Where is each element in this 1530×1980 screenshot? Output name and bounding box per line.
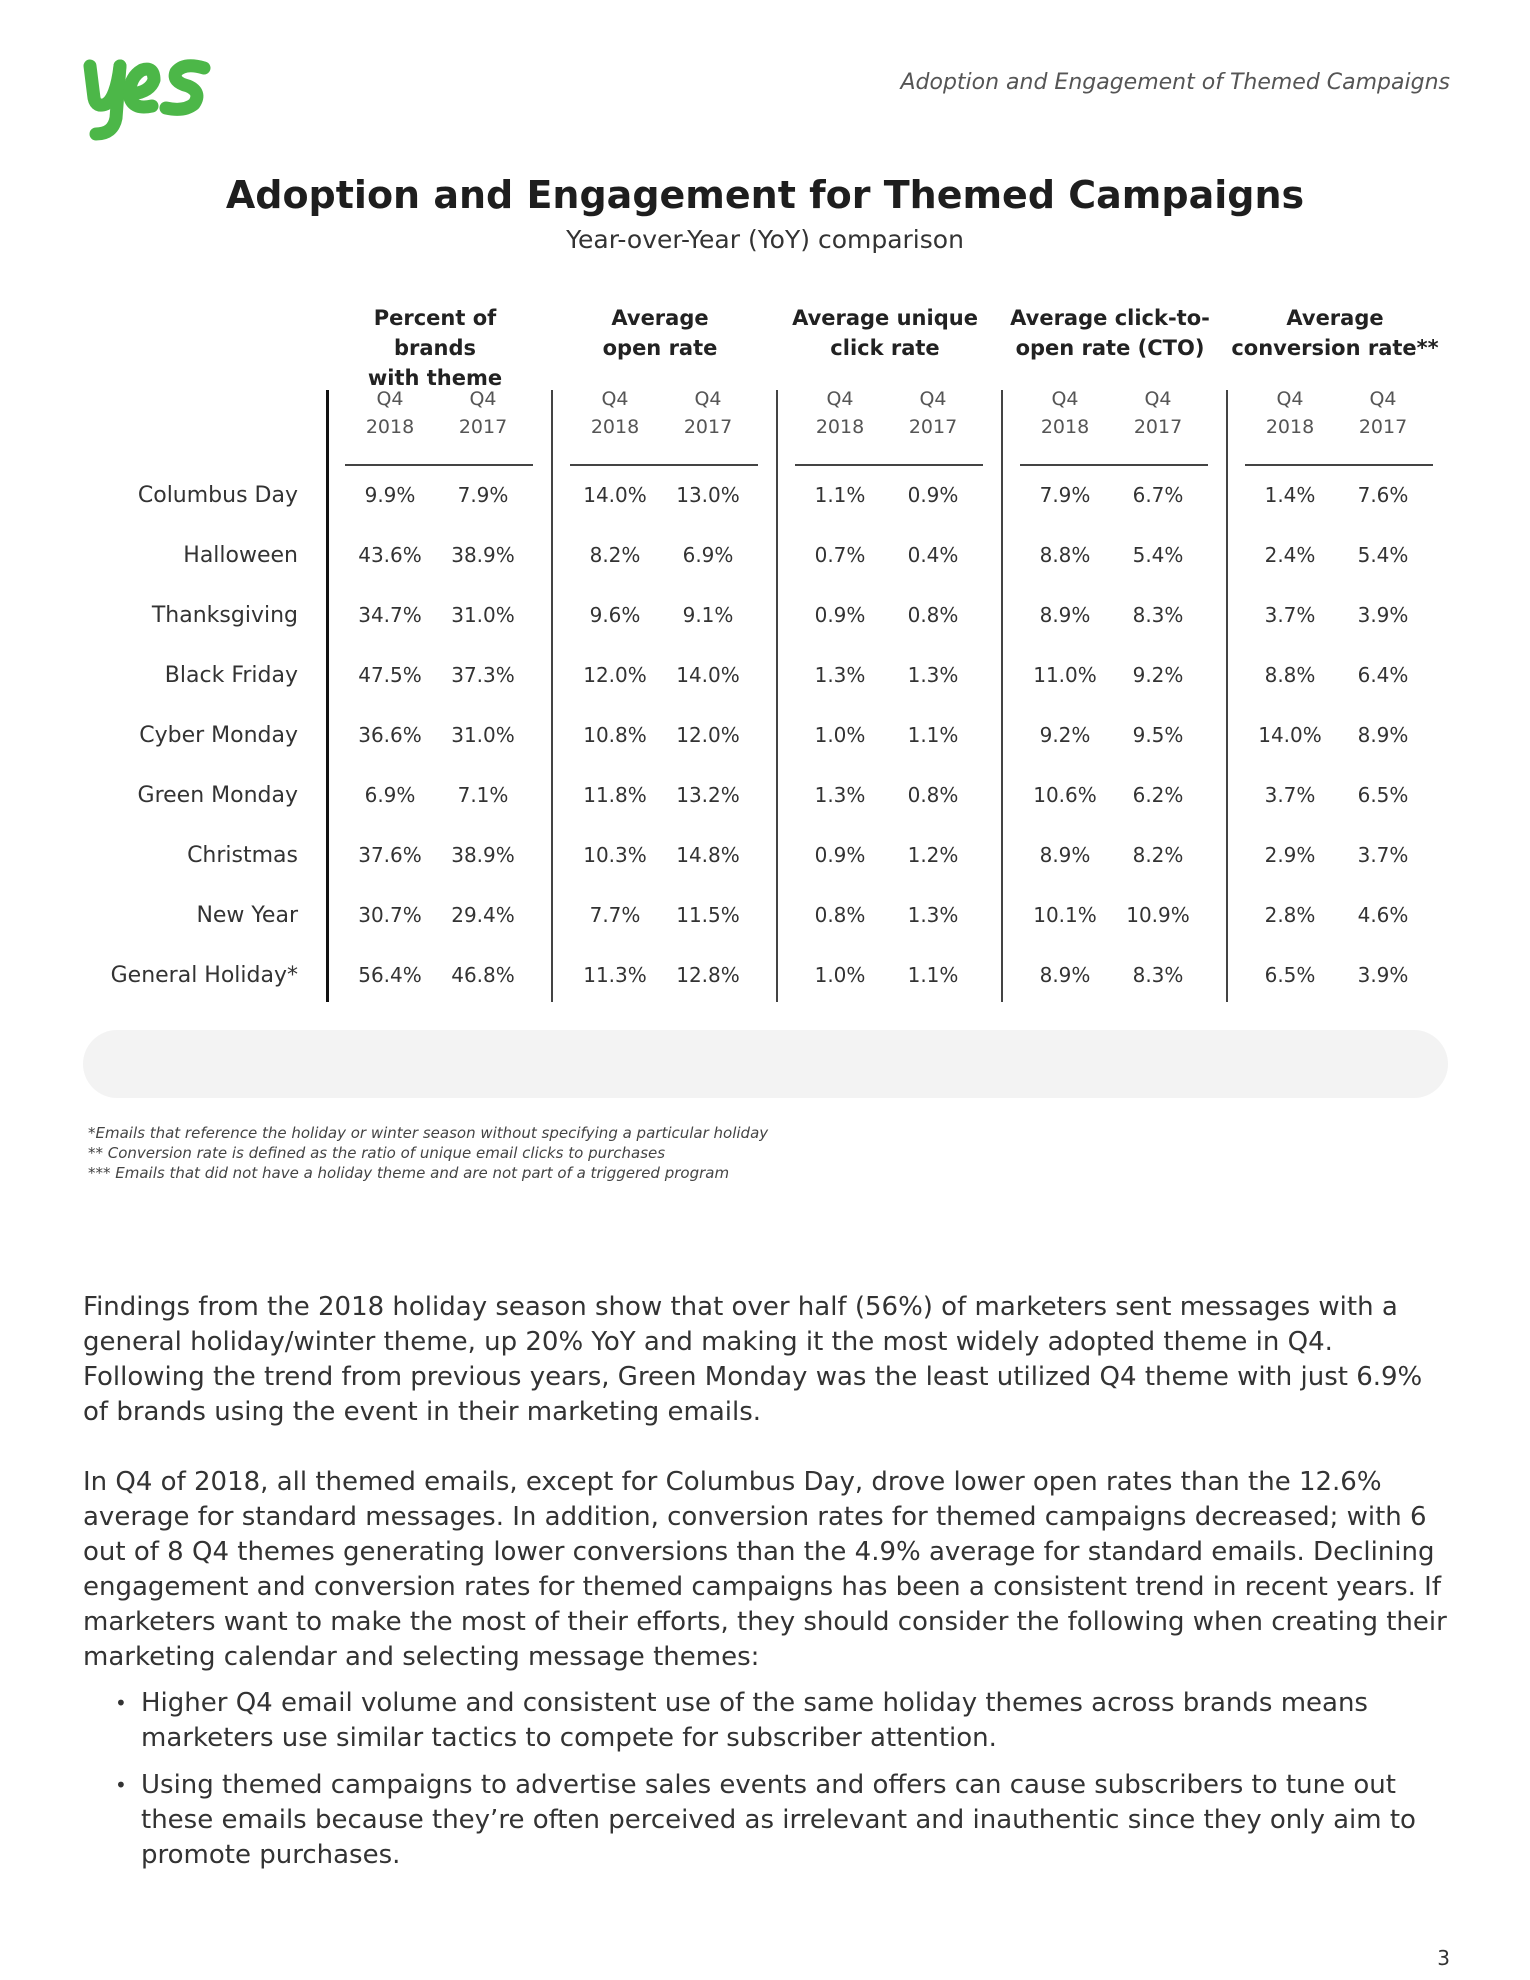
table-cell: 31.0% [451,723,515,747]
table-cell: 6.5% [1357,783,1409,807]
table-cell: 14.0% [676,663,740,687]
table-cell: 7.6% [1357,483,1409,507]
table-cell: 1.1% [814,483,866,507]
table-cell: 29.4% [451,903,515,927]
column-divider [1226,390,1228,1002]
table-cell: 1.3% [907,663,959,687]
column-divider [551,390,553,1002]
table-cell: 6.9% [682,543,734,567]
table-cell: 1.2% [907,843,959,867]
table-cell: 0.4% [907,543,959,567]
footnote-conversion-rate: ** Conversion rate is defined as the ratio of unique email clicks to purchases [88,1144,666,1162]
running-header: Adoption and Engagement of Themed Campaigns [900,70,1450,95]
sub-column-quarter: Q4 [694,388,722,410]
table-cell: 10.1% [1033,903,1097,927]
sub-column-year: 2018 [365,416,415,438]
sub-column-year: 2017 [1358,416,1408,438]
bullet-icon: • [115,1691,127,1715]
yes-logo-graphic [80,52,215,142]
list-item [83,1686,1453,1756]
column-group-header-line1: Average [611,306,709,330]
table-cell: 9.2% [1132,663,1184,687]
table-cell: 9.2% [1039,723,1091,747]
table-cell: 1.1% [907,723,959,747]
table-cell: 6.7% [1132,483,1184,507]
table-cell: 2.9% [1264,843,1316,867]
table-cell: 5.4% [1132,543,1184,567]
table-cell: 1.3% [814,663,866,687]
table-cell: 1.0% [814,723,866,747]
column-group-header-line1: Average unique [792,306,978,330]
table-cell: 7.1% [457,783,509,807]
bullet-icon: • [115,1773,127,1797]
sub-column-year: 2017 [1133,416,1183,438]
table-cell: 8.9% [1039,843,1091,867]
sub-column-year: 2018 [1265,416,1315,438]
table-cell: 9.9% [364,483,416,507]
table-cell: 31.0% [451,603,515,627]
column-group-header-line2: open rate (CTO) [1015,336,1205,360]
column-group-header [1230,303,1440,363]
column-group-header-line1: Average click-to- [1010,306,1210,330]
table-cell: 13.2% [676,783,740,807]
table-cell: 3.9% [1357,603,1409,627]
row-label: New Year [196,903,298,928]
row-label: Christmas [187,843,298,868]
row-label: General Holiday* [110,963,298,988]
table-cell: 0.9% [814,603,866,627]
column-group-header [1005,303,1215,363]
table-cell: 7.9% [457,483,509,507]
table-cell: 11.3% [583,963,647,987]
table-cell: 8.2% [1132,843,1184,867]
table-cell: 38.9% [451,843,515,867]
table-cell: 8.3% [1132,603,1184,627]
sub-column-year: 2018 [1040,416,1090,438]
paragraph-findings: Findings from the 2018 holiday season show that over half (56%) of marketers sent messages with a general holiday/winter theme, up 20% YoY and making it the most widely adopted theme in Q4. Following the trend from previous years, Green Monday was the least utilized Q4 theme with just 6.9% of brands using the event in their marketing emails. [83,1292,1423,1427]
table-cell: 3.9% [1357,963,1409,987]
sub-column-header [1245,385,1335,441]
column-divider [776,390,778,1002]
table-cell: 7.7% [589,903,641,927]
table-cell: 0.8% [814,903,866,927]
table-cell: 8.8% [1039,543,1091,567]
table-cell: 10.8% [583,723,647,747]
table-cell: 8.9% [1039,963,1091,987]
table-cell: 37.3% [451,663,515,687]
table-cell: 2.8% [1264,903,1316,927]
table-cell: 8.8% [1264,663,1316,687]
table-cell: 2.4% [1264,543,1316,567]
table-cell: 3.7% [1264,603,1316,627]
table-cell: 43.6% [358,543,422,567]
table-cell: 6.9% [364,783,416,807]
row-label: Halloween [183,543,298,568]
table-cell: 14.8% [676,843,740,867]
header-underline [1020,464,1208,466]
column-divider [1001,390,1003,1002]
sub-column-quarter: Q4 [376,388,404,410]
table-cell: 1.0% [814,963,866,987]
table-cell: 14.0% [583,483,647,507]
table-cell: 10.6% [1033,783,1097,807]
sub-column-year: 2018 [590,416,640,438]
sub-column-year: 2017 [458,416,508,438]
footnote-no-theme: *** Emails that did not have a holiday theme and are not part of a triggered program [88,1164,730,1182]
table-cell: 9.1% [682,603,734,627]
sub-column-header [888,385,978,441]
sub-column-quarter: Q4 [601,388,629,410]
column-group-header [330,303,540,393]
table-cell: 8.9% [1039,603,1091,627]
sub-column-year: 2018 [815,416,865,438]
sub-column-year: 2017 [908,416,958,438]
table-cell: 11.0% [1033,663,1097,687]
table-cell: 1.3% [907,903,959,927]
sub-column-header [1020,385,1110,441]
paragraph-q4-analysis: In Q4 of 2018, all themed emails, except for Columbus Day, drove lower open rates than the 12.6% average for standard messages. In addition, conversion rates for themed campaigns decreased; with 6 out of 8 Q4 themes generating lower conversions than the 4.9% average for standard emails. Declining engagement and conversion rates for themed campaigns has been a consistent trend in recent years. If marketers want to make the most of their efforts, they should consider the following when creating their marketing calendar and selecting message themes: [83,1467,1447,1672]
header-underline [570,464,758,466]
table-cell: 0.9% [814,843,866,867]
gray-band [83,1030,1448,1098]
column-group-header-line1: Average [1286,306,1384,330]
row-label: Cyber Monday [139,723,298,748]
sub-column-quarter: Q4 [919,388,947,410]
table-cell: 10.9% [1126,903,1190,927]
page-subtitle: Year-over-Year (YoY) comparison [566,225,964,254]
table-cell: 4.6% [1357,903,1409,927]
list-item-text: Using themed campaigns to advertise sales events and offers can cause subscribers to tune out these emails because they’re often perceived as irrelevant and inauthentic since they only aim to promote purchases. [141,1770,1416,1870]
footnote-general-holiday: *Emails that reference the holiday or winter season without specifying a particular holiday [88,1124,769,1142]
sub-column-quarter: Q4 [1276,388,1304,410]
recommendation-list [83,1686,1453,1885]
table-cell: 0.8% [907,603,959,627]
page-title: Adoption and Engagement for Themed Campaigns [225,173,1305,217]
table-cell: 12.0% [583,663,647,687]
table-cell: 6.2% [1132,783,1184,807]
table-cell: 6.4% [1357,663,1409,687]
table-cell: 46.8% [451,963,515,987]
sub-column-header [1113,385,1203,441]
column-group-header [780,303,990,363]
table-cell: 1.1% [907,963,959,987]
row-label: Columbus Day [137,483,298,508]
table-cell: 8.9% [1357,723,1409,747]
table-cell: 30.7% [358,903,422,927]
sub-column-header [795,385,885,441]
table-cell: 47.5% [358,663,422,687]
table-cell: 5.4% [1357,543,1409,567]
table-cell: 13.0% [676,483,740,507]
column-divider [326,390,329,1002]
sub-column-quarter: Q4 [826,388,854,410]
table-cell: 12.8% [676,963,740,987]
sub-column-header [1338,385,1428,441]
column-group-header-line1: Percent of brands [373,306,497,360]
table-cell: 8.2% [589,543,641,567]
table-cell: 8.3% [1132,963,1184,987]
table-cell: 34.7% [358,603,422,627]
table-cell: 36.6% [358,723,422,747]
sub-column-header [663,385,753,441]
sub-column-quarter: Q4 [1369,388,1397,410]
table-cell: 0.7% [814,543,866,567]
header-underline [795,464,983,466]
table-cell: 1.3% [814,783,866,807]
header-underline [1245,464,1433,466]
column-group-header-line2: with theme [367,366,503,390]
row-label: Thanksgiving [151,603,298,628]
table-cell: 0.8% [907,783,959,807]
table-cell: 56.4% [358,963,422,987]
list-item-text: Higher Q4 email volume and consistent use of the same holiday themes across brands means marketers use similar tactics to compete for subscriber attention. [141,1688,1368,1753]
sub-column-header [570,385,660,441]
table-cell: 10.3% [583,843,647,867]
table-cell: 12.0% [676,723,740,747]
column-group-header-line2: conversion rate** [1231,336,1439,360]
yes-logo [80,52,215,142]
row-label: Black Friday [164,663,298,688]
sub-column-header [438,385,528,441]
table-cell: 11.8% [583,783,647,807]
table-cell: 9.6% [589,603,641,627]
row-label: Green Monday [137,783,298,808]
table-cell: 1.4% [1264,483,1316,507]
sub-column-year: 2017 [683,416,733,438]
sub-column-quarter: Q4 [469,388,497,410]
sub-column-quarter: Q4 [1144,388,1172,410]
column-group-header-line2: open rate [602,336,718,360]
table-cell: 0.9% [907,483,959,507]
table-cell: 7.9% [1039,483,1091,507]
page-number: 3 [1437,1946,1450,1970]
header-underline [345,464,533,466]
sub-column-header [345,385,435,441]
list-item [83,1768,1453,1873]
table-cell: 14.0% [1258,723,1322,747]
column-group-header [555,303,765,363]
table-cell: 37.6% [358,843,422,867]
sub-column-quarter: Q4 [1051,388,1079,410]
table-cell: 3.7% [1357,843,1409,867]
table-cell: 11.5% [676,903,740,927]
table-cell: 38.9% [451,543,515,567]
table-cell: 3.7% [1264,783,1316,807]
table-cell: 9.5% [1132,723,1184,747]
table-cell: 6.5% [1264,963,1316,987]
column-group-header-line2: click rate [830,336,940,360]
